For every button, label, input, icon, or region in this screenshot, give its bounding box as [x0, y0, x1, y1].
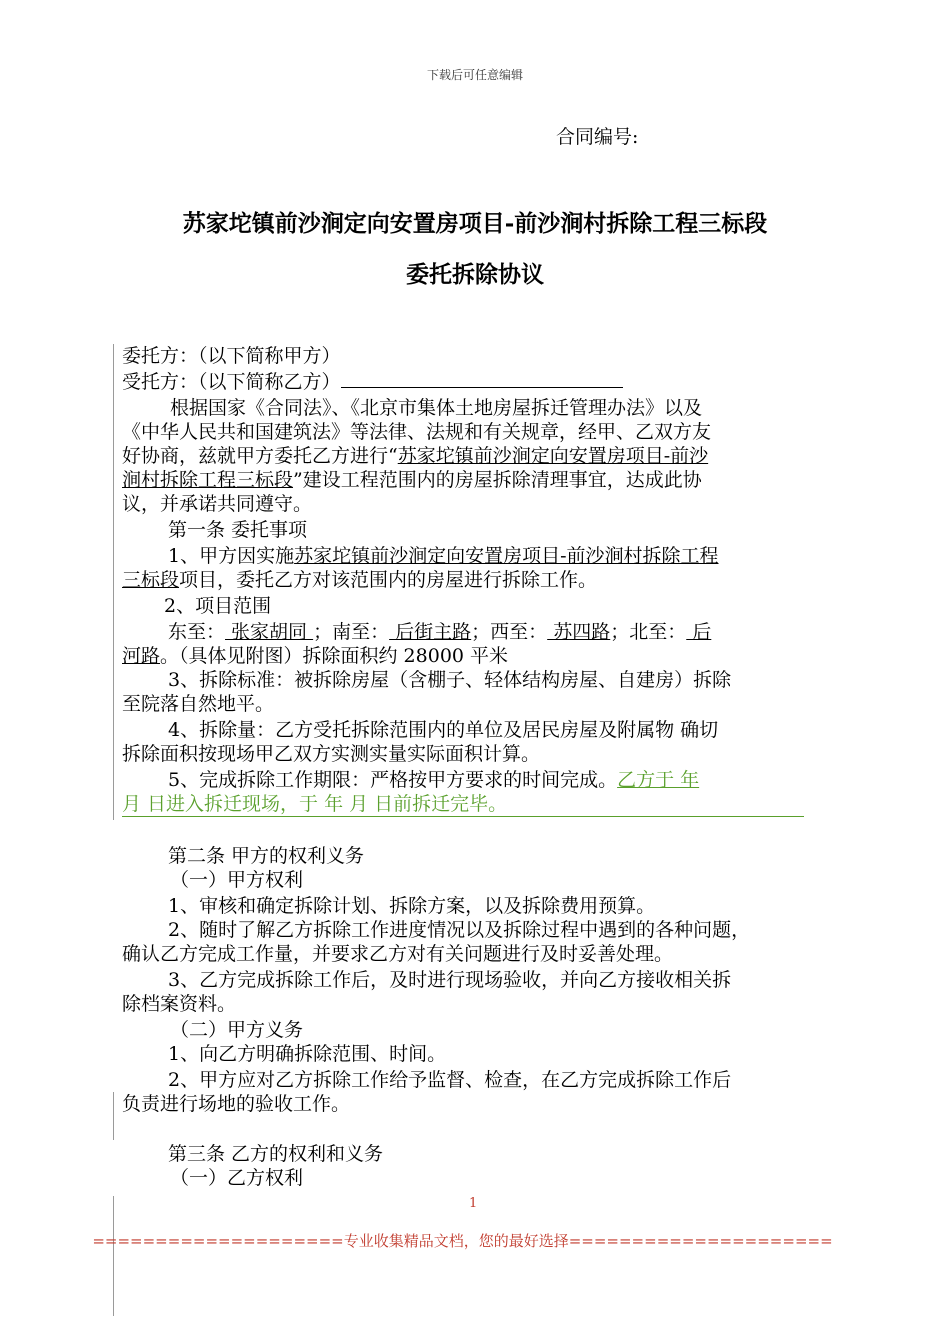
- margin-bar-mid: [113, 1092, 114, 1140]
- project-section-underlined: 涧村拆除工程三标段: [122, 469, 294, 491]
- scope-north-value-b: 河路: [122, 645, 161, 667]
- article2-right2-line1: 2、随时了解乙方拆除工作进度情况以及拆除过程中遇到的各种问题，: [168, 919, 751, 941]
- scope-east-value: 张家胡同: [225, 621, 314, 643]
- article3-sub1: （一）乙方权利: [170, 1167, 304, 1189]
- scope-north-value-a: 后: [686, 621, 712, 643]
- article3-heading: 第三条 乙方的权利和义务: [168, 1143, 384, 1165]
- article2-duty2-line1: 2、甲方应对乙方拆除工作给予监督、检查，在乙方完成拆除工作后: [168, 1069, 732, 1091]
- article2-right3-line2: 除档案资料。: [122, 993, 237, 1015]
- intro-line4-b: ”建设工程范围内的房屋拆除清理事宜，达成此协: [293, 469, 702, 491]
- item1-section-underlined: 三标段: [122, 569, 180, 591]
- intro-line2: 《中华人民共和国建筑法》等法律、法规和有关规章，经甲、乙双方友: [122, 421, 712, 443]
- article1-item5-line1: [168, 768, 699, 792]
- article2-right1: 1、审核和确定拆除计划、拆除方案，以及拆除费用预算。: [168, 895, 656, 917]
- article2-sub2: （二）甲方义务: [170, 1019, 304, 1041]
- article2-duty1: 1、向乙方明确拆除范围、时间。: [168, 1043, 447, 1065]
- intro-line3: [122, 444, 708, 468]
- scope-north-label: ；北至：: [610, 621, 687, 643]
- article2-right3-line1: 3、乙方完成拆除工作后，及时进行现场验收，并向乙方接收相关拆: [168, 969, 732, 991]
- header-note: 下载后可任意编辑: [426, 68, 523, 82]
- scope-south-label: ；南至：: [313, 621, 390, 643]
- footer-banner: ====================专业收集精品文档，您的最好选择=====================: [92, 1232, 833, 1250]
- agent-line: [122, 369, 623, 394]
- item1-d: 项目，委托乙方对该范围内的房屋进行拆除工作。: [179, 569, 598, 591]
- article2-sub1: （一）甲方权利: [170, 869, 304, 891]
- article1-item5-line2: 月 日进入拆迁现场，于 年 月 日前拆迁完毕。: [122, 792, 804, 817]
- agent-blank: [341, 369, 623, 388]
- intro-line4: [122, 468, 702, 492]
- document-title-line2: 委托拆除协议: [406, 261, 544, 288]
- article1-item3-line2: 至院落自然地平。: [122, 693, 275, 715]
- scope-west-value: 苏四路: [547, 621, 611, 643]
- item5-a: 5、完成拆除工作期限：严格按甲方要求的时间完成。: [168, 769, 618, 791]
- item1-project-underlined: 苏家坨镇前沙涧定向安置房项目-前沙涧村拆除工程: [294, 545, 719, 567]
- scope-south-value: 后街主路: [389, 621, 472, 643]
- intro-line5: 议，并承诺共同遵守。: [122, 493, 313, 515]
- agent-label: 受托方：（以下简称乙方）: [122, 371, 341, 393]
- scope-west-label: ；西至：: [471, 621, 548, 643]
- article1-item4-line2: 拆除面积按现场甲乙双方实测实量实际面积计算。: [122, 743, 541, 765]
- article2-right2-line2: 确认乙方完成工作量，并要求乙方对有关问题进行及时妥善处理。: [122, 943, 674, 965]
- article2-duty2-line2: 负责进行场地的验收工作。: [122, 1093, 351, 1115]
- contract-number-label: 合同编号:: [556, 126, 639, 148]
- project-name-underlined: 苏家坨镇前沙涧定向安置房项目-前沙: [397, 445, 709, 467]
- article1-item4-line1: 4、拆除量：乙方受托拆除范围内的单位及居民房屋及附属物 确切: [168, 719, 719, 741]
- page-number: 1: [469, 1196, 478, 1211]
- item5-green-start: 乙方于 年: [617, 769, 700, 791]
- scope-east-label: 东至：: [168, 621, 226, 643]
- client-line: 委托方：（以下简称甲方）: [122, 345, 341, 367]
- margin-bar-bottom: [113, 1196, 114, 1316]
- article1-item2-title: 2、项目范围: [164, 595, 272, 617]
- article1-item3-line1: 3、拆除标准：被拆除房屋（含棚子、轻体结构房屋、自建房）拆除: [168, 669, 732, 691]
- scope-area: 。（具体见附图）拆除面积约 28000 平米: [160, 645, 509, 667]
- margin-bar-top: [113, 344, 114, 820]
- intro-line1: 根据国家《合同法》、《北京市集体土地房屋拆迁管理办法》以及: [170, 397, 703, 419]
- article1-item1-line2: [122, 568, 597, 592]
- scope-line2: [122, 644, 508, 668]
- article2-heading: 第二条 甲方的权利义务: [168, 845, 365, 867]
- scope-line1: [168, 620, 711, 644]
- item1-a: 1、甲方因实施: [168, 545, 295, 567]
- article1-heading: 第一条 委托事项: [168, 519, 308, 541]
- intro-line3-a: 好协商，兹就甲方委托乙方进行“: [122, 445, 398, 467]
- document-title-line1: 苏家坨镇前沙涧定向安置房项目-前沙涧村拆除工程三标段: [182, 210, 768, 237]
- article1-item1-line1: [168, 544, 719, 568]
